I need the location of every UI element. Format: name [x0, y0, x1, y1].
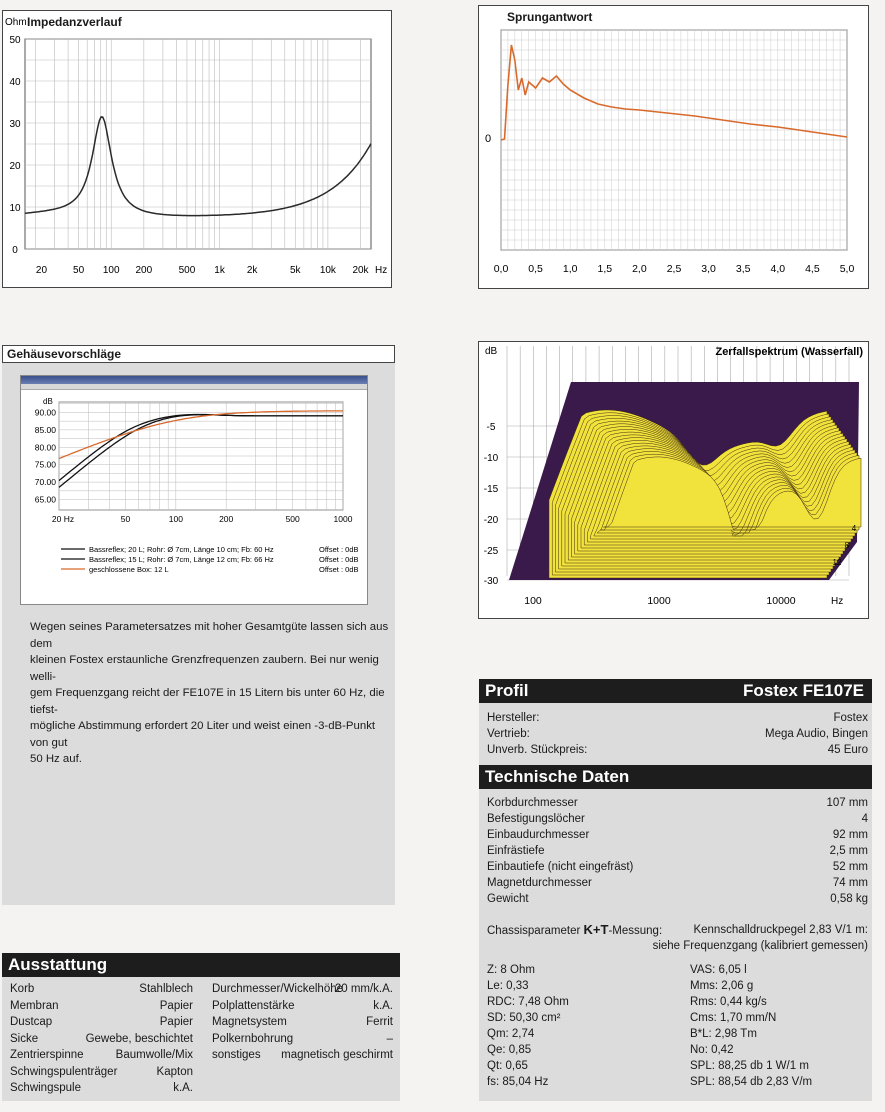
y-tick-label: 10: [9, 203, 21, 214]
spec-key: Einbaudurchmesser: [487, 829, 590, 841]
spec-key: Befestigungslöcher: [487, 813, 585, 825]
x-tick-label: 20k: [352, 265, 369, 276]
x-tick-label: 200: [135, 265, 153, 276]
feature-key: Polkernbohrung: [212, 1032, 294, 1045]
x-tick-label: 4,5: [805, 263, 820, 275]
legend-label: geschlossene Box: 12 L: [89, 565, 169, 574]
enclosure-caption: [30, 619, 395, 768]
x-tick-label: 2,5: [666, 263, 682, 275]
spec-key: Magnetdurchmesser: [487, 877, 592, 889]
spec-value: 52 mm: [832, 861, 868, 873]
ausstattung-title: Ausstattung: [8, 955, 108, 974]
param-item: SD: 50,30 cm²: [487, 1012, 561, 1024]
impedance-unit: Ohm: [5, 17, 27, 28]
spec-value: Fostex: [833, 712, 868, 724]
tech-header: [479, 765, 872, 789]
x-tick-label: 50: [120, 514, 131, 524]
feature-value: Baumwolle/Mix: [115, 1049, 193, 1061]
y-tick-label: -10: [483, 453, 499, 464]
x-tick-label: 3,0: [701, 263, 716, 275]
z-tick-label: 4: [851, 524, 857, 533]
feature-value: magnetisch geschirmt: [281, 1049, 393, 1061]
spec-value: 45 Euro: [827, 744, 868, 756]
feature-key: Sicke: [10, 1032, 39, 1045]
y-tick-label: -15: [483, 484, 499, 495]
waterfall-chart: [479, 342, 870, 620]
x-tick-label: 1000: [333, 514, 353, 524]
y-tick-label: 50: [9, 35, 21, 46]
param-item: fs: 85,04 Hz: [487, 1076, 549, 1088]
feature-value: Kapton: [156, 1065, 193, 1078]
param-item: Le: 0,33: [487, 980, 529, 992]
feature-key: Polplattenstärke: [212, 999, 295, 1012]
feature-value: 20 mm/k.A.: [334, 983, 393, 995]
spec-value: 107 mm: [826, 797, 868, 809]
spec-key: Einbautiefe (nicht eingefräst): [487, 861, 634, 873]
profil-header: [479, 679, 872, 703]
spec-value: 74 mm: [832, 877, 868, 889]
spec-key: Unverb. Stückpreis:: [487, 744, 588, 756]
param-item: SPL: 88,54 db 2,83 V/m: [690, 1076, 813, 1088]
enclosure-curve-closed: [59, 411, 343, 459]
param-item: Qm: 2,74: [487, 1028, 535, 1040]
param-item: Cms: 1,70 mm/N: [690, 1012, 777, 1024]
x-tick-label: 100: [102, 265, 120, 276]
z-tick-label: 8: [844, 541, 850, 550]
enclosure-curve-br15: [59, 415, 343, 488]
x-tick-label: 50: [73, 265, 85, 276]
enclosure-title-bar: [2, 345, 395, 363]
x-tick-label: 3,5: [735, 263, 751, 275]
y-tick-label: 65.00: [34, 494, 56, 505]
waterfall-panel: [478, 341, 869, 619]
caption-line: kleinen Fostex erstaunliche Grenzfrequenzen zaubern. Bei nur wenig welli-: [30, 654, 379, 683]
spec-value: 4: [861, 813, 868, 825]
feature-key: sonstiges: [212, 1049, 261, 1061]
tech-title: Technische Daten: [485, 767, 630, 786]
feature-key: Schwingspulenträger: [10, 1065, 118, 1078]
y-tick-label: 80.00: [34, 442, 56, 453]
caption-line: 50 Hz auf.: [30, 753, 82, 765]
enclosure-chart: [21, 390, 367, 604]
spec-value: 0,58 kg: [830, 893, 868, 905]
y-tick-label: 20: [9, 161, 21, 172]
y-tick-label: 75.00: [34, 459, 56, 470]
step-grid: [501, 30, 847, 250]
step-panel: [478, 5, 869, 289]
x-tick-label: 2k: [246, 265, 258, 276]
feature-value: Papier: [159, 999, 193, 1012]
spec-key: Korbdurchmesser: [487, 797, 578, 809]
enclosure-panel: [2, 345, 395, 905]
feature-key: Korb: [10, 983, 35, 995]
impedance-curve: [25, 117, 371, 216]
feature-key: Schwingspule: [10, 1082, 81, 1094]
waterfall-ylabel: dB: [485, 346, 498, 357]
x-tick-label: 10000: [766, 595, 796, 607]
feature-value: –: [386, 1032, 393, 1045]
y-tick-label: 40: [9, 77, 21, 88]
feature-key: Dustcap: [10, 1016, 53, 1028]
y-tick-label: -30: [483, 576, 499, 587]
param-item: Qt: 0,65: [487, 1060, 528, 1072]
x-tick-label: 20: [35, 265, 48, 276]
x-tick-label: 10k: [319, 265, 336, 276]
window-titlebar: [21, 376, 367, 384]
spec-value: 2,5 mm: [829, 845, 868, 857]
legend-offset: Offset : 0dB: [319, 545, 359, 554]
waterfall-title: Zerfallspektrum (Wasserfall): [715, 346, 863, 358]
spec-value: Mega Audio, Bingen: [765, 728, 868, 740]
y-tick-label: -25: [483, 546, 499, 557]
x-tick-label: 1,0: [562, 263, 578, 275]
impedance-panel: [2, 10, 392, 288]
param-item: SPL: 88,25 db 1 W/1 m: [690, 1060, 809, 1072]
param-item: VAS: 6,05 l: [690, 964, 747, 976]
spec-key: Gewicht: [487, 893, 529, 905]
caption-line: mögliche Abstimmung erfordert 20 Liter und weist einen -3-dB-Punkt von gut: [30, 720, 376, 749]
x-tick-label: 0,5: [528, 263, 543, 275]
x-tick-label: 100: [524, 595, 542, 607]
x-tick-label: 0,0: [493, 263, 509, 275]
x-tick-label: 5,0: [839, 263, 855, 275]
spec-key: Vertrieb:: [487, 728, 530, 740]
param-item: Qe: 0,85: [487, 1044, 532, 1056]
x-tick-label: 2,0: [632, 263, 647, 275]
legend-offset: Offset : 0dB: [319, 555, 359, 564]
x-tick-label: 20 Hz: [51, 514, 75, 524]
param-item: Rms: 0,44 kg/s: [690, 996, 767, 1008]
legend-label: Bassreflex; 15 L; Rohr: Ø 7cm, Länge 12 cm; Fb: 66 Hz: [89, 555, 274, 564]
enclosure-ylabel: dB: [43, 397, 53, 406]
step-title: Sprungantwort: [507, 10, 593, 24]
x-tick-label: 1,5: [597, 263, 613, 275]
impedance-chart: [3, 11, 393, 289]
caption-line: gem Frequenzgang reicht der FE107E in 15 Litern bis unter 60 Hz, die tiefst-: [30, 687, 385, 716]
profil-title: Profil: [485, 681, 529, 700]
feature-key: Membran: [10, 999, 59, 1012]
simulator-frame: [20, 375, 368, 605]
enclosure-title: Gehäusevorschläge: [7, 347, 122, 361]
y-tick-label: 70.00: [34, 477, 56, 488]
spl-note-1: Kennschalldruckpegel 2,83 V/1 m:: [693, 924, 868, 936]
param-item: No: 0,42: [690, 1044, 734, 1056]
waterfall-x-unit: Hz: [831, 596, 844, 607]
spec-key: Einfrästiefe: [487, 845, 545, 857]
legend-offset: Offset : 0dB: [319, 565, 359, 574]
enclosure-grid: [59, 402, 343, 510]
feature-value: Gewebe, beschichtet: [85, 1032, 193, 1045]
feature-value: Papier: [159, 1016, 193, 1028]
param-item: Z: 8 Ohm: [487, 964, 535, 976]
spec-value: 92 mm: [832, 829, 868, 841]
enclosure-curve-br20: [59, 415, 343, 481]
legend-label: Bassreflex; 20 L; Rohr: Ø 7cm, Länge 10 cm; Fb: 60 Hz: [89, 545, 274, 554]
kt-logo: K+T: [583, 922, 609, 937]
x-tick-label: 4,0: [770, 263, 786, 275]
feature-key: Magnetsystem: [212, 1016, 287, 1028]
impedance-grid: [25, 39, 371, 249]
feature-value: Stahlblech: [139, 983, 193, 995]
x-tick-label: 5k: [289, 265, 301, 276]
x-tick-label: 1k: [214, 265, 225, 276]
x-tick-label: 200: [219, 514, 234, 524]
y-tick-label: -20: [483, 515, 499, 526]
impedance-title: Impedanzverlauf: [27, 15, 122, 29]
x-tick-label: 500: [178, 265, 196, 276]
x-tick-label: 1000: [647, 595, 671, 607]
feature-value: Ferrit: [366, 1016, 393, 1028]
param-item: B*L: 2,98 Tm: [690, 1028, 757, 1040]
ausstattung-header: [2, 953, 400, 977]
step-chart: [479, 6, 870, 290]
y-tick-label: 30: [9, 119, 21, 130]
y-tick-label: -5: [486, 422, 496, 433]
feature-value: k.A.: [173, 1082, 193, 1094]
param-item: Mms: 2,06 g: [690, 980, 754, 992]
feature-value: k.A.: [373, 999, 393, 1012]
param-item: RDC: 7,48 Ohm: [487, 996, 569, 1008]
profil-model: Fostex FE107E: [743, 681, 864, 700]
y-tick-label: 90.00: [34, 407, 56, 418]
step-zero-label: 0: [485, 133, 492, 145]
spl-note-2: siehe Frequenzgang (kalibriert gemessen): [652, 940, 868, 952]
x-tick-label: 500: [285, 514, 300, 524]
chassis-label: Chassisparameter K+T-Messung:: [487, 922, 663, 937]
impedance-x-unit: Hz: [375, 265, 388, 276]
caption-line: Wegen seines Parametersatzes mit hoher Gesamtgüte lassen sich aus dem: [30, 621, 389, 650]
feature-key: Zentrierspinne: [10, 1049, 84, 1061]
spec-key: Hersteller:: [487, 712, 540, 724]
y-tick-label: 0: [12, 245, 18, 256]
feature-key: Durchmesser/Wickelhöhe: [212, 983, 344, 995]
z-tick-label: 12: [832, 558, 842, 567]
x-tick-label: 100: [168, 514, 183, 524]
y-tick-label: 85.00: [34, 424, 56, 435]
